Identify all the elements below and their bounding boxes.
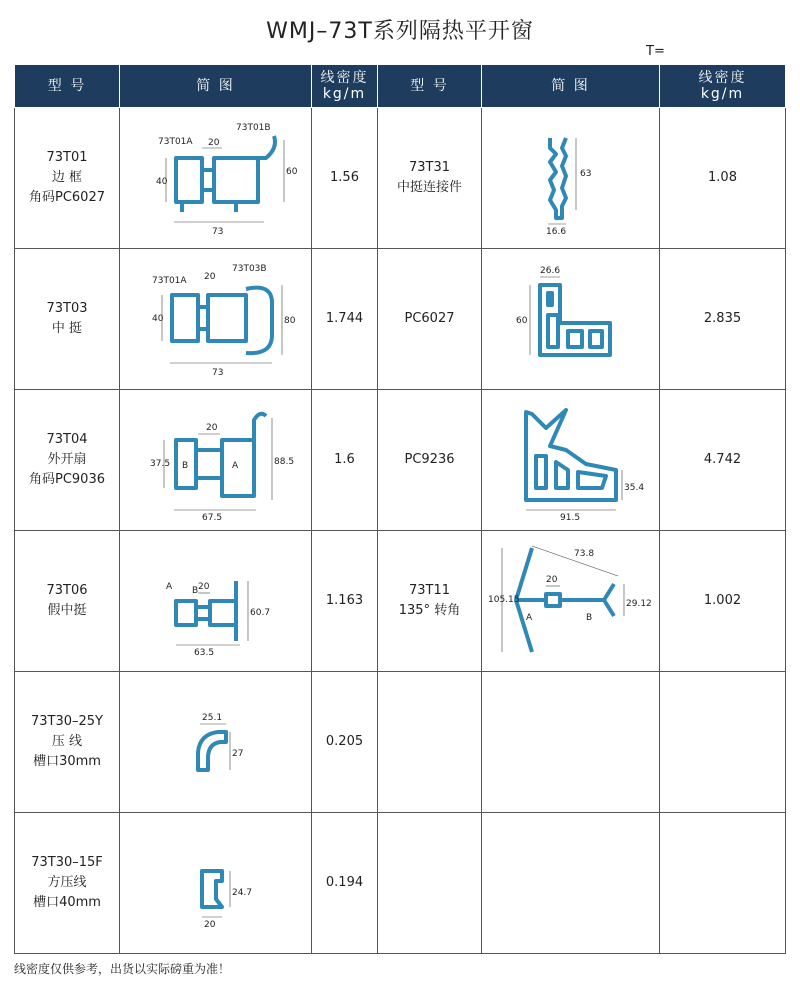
svg-text:60: 60 bbox=[285, 167, 297, 177]
svg-text:40: 40 bbox=[155, 177, 167, 187]
svg-text:B: B bbox=[585, 613, 592, 623]
header-diagram: 简 图 bbox=[120, 65, 312, 108]
empty-cell bbox=[482, 813, 660, 954]
model-cell: 73T06 假中挺 bbox=[15, 531, 120, 672]
model-cell: PC9236 bbox=[378, 390, 482, 531]
svg-text:20: 20 bbox=[545, 575, 557, 585]
diagram-cell bbox=[120, 249, 312, 390]
svg-text:20: 20 bbox=[203, 920, 215, 930]
table-row bbox=[15, 108, 786, 249]
table-header-row bbox=[15, 65, 786, 108]
svg-text:91.5: 91.5 bbox=[559, 513, 580, 520]
svg-text:37.5: 37.5 bbox=[149, 459, 170, 469]
profile-drawing bbox=[126, 823, 306, 943]
diagram-cell bbox=[120, 531, 312, 672]
svg-text:A: A bbox=[231, 461, 238, 471]
svg-text:20: 20 bbox=[197, 582, 209, 592]
svg-text:29.12: 29.12 bbox=[625, 599, 652, 609]
svg-text:A: A bbox=[165, 582, 172, 592]
svg-text:60.7: 60.7 bbox=[249, 608, 270, 618]
diagram-cell bbox=[120, 390, 312, 531]
table-row bbox=[15, 390, 786, 531]
svg-text:73: 73 bbox=[211, 368, 223, 378]
profile-drawing bbox=[126, 118, 306, 238]
svg-text:B: B bbox=[191, 586, 198, 596]
svg-text:40: 40 bbox=[151, 314, 163, 324]
empty-cell bbox=[660, 813, 786, 954]
svg-text:26.6: 26.6 bbox=[539, 266, 560, 276]
svg-text:105.15: 105.15 bbox=[487, 595, 519, 605]
profile-drawing bbox=[486, 536, 656, 666]
model-cell: 73T04 外开扇 角码PC9036 bbox=[15, 390, 120, 531]
density-value: 0.194 bbox=[312, 813, 378, 954]
model-cell: PC6027 bbox=[378, 249, 482, 390]
svg-text:80: 80 bbox=[283, 316, 295, 326]
svg-text:63: 63 bbox=[579, 169, 591, 179]
profile-drawing bbox=[486, 259, 656, 379]
svg-text:27: 27 bbox=[231, 749, 243, 759]
header-model: 型 号 bbox=[378, 65, 482, 108]
profile-drawing bbox=[486, 118, 656, 238]
model-cell: 73T03 中 挺 bbox=[15, 249, 120, 390]
profile-drawing bbox=[126, 541, 306, 661]
svg-text:60: 60 bbox=[515, 316, 527, 326]
density-value: 1.56 bbox=[312, 108, 378, 249]
model-cell: 73T30–25Y 压 线 槽口30mm bbox=[15, 672, 120, 813]
svg-text:73T01B: 73T01B bbox=[235, 123, 271, 133]
density-value: 1.163 bbox=[312, 531, 378, 672]
svg-text:20: 20 bbox=[203, 272, 215, 282]
table-row bbox=[15, 531, 786, 672]
table-row bbox=[15, 813, 786, 954]
svg-text:67.5: 67.5 bbox=[201, 513, 222, 520]
profile-drawing bbox=[126, 682, 306, 802]
svg-text:35.4: 35.4 bbox=[623, 483, 644, 493]
model-cell: 73T31 中挺连接件 bbox=[378, 108, 482, 249]
density-value: 0.205 bbox=[312, 672, 378, 813]
diagram-cell bbox=[482, 390, 660, 531]
svg-text:73T03B: 73T03B bbox=[231, 264, 267, 274]
diagram-cell bbox=[120, 813, 312, 954]
svg-text:B: B bbox=[181, 461, 188, 471]
header-density: 线密度 kg/m bbox=[660, 65, 786, 108]
profile-drawing bbox=[486, 400, 656, 520]
model-cell: 73T11 135° 转角 bbox=[378, 531, 482, 672]
profile-drawing bbox=[126, 259, 306, 379]
empty-cell bbox=[482, 672, 660, 813]
diagram-cell bbox=[120, 108, 312, 249]
svg-text:73.8: 73.8 bbox=[573, 549, 594, 559]
page-title: WMJ–73T系列隔热平开窗 bbox=[266, 19, 534, 44]
empty-cell bbox=[378, 672, 482, 813]
density-value: 4.742 bbox=[660, 390, 786, 531]
density-value: 1.08 bbox=[660, 108, 786, 249]
diagram-cell bbox=[482, 108, 660, 249]
spec-table bbox=[14, 64, 786, 954]
density-value: 1.6 bbox=[312, 390, 378, 531]
density-value: 1.744 bbox=[312, 249, 378, 390]
diagram-cell bbox=[482, 249, 660, 390]
svg-text:20: 20 bbox=[207, 138, 219, 148]
svg-text:73T01A: 73T01A bbox=[157, 137, 193, 147]
svg-text:73: 73 bbox=[211, 227, 223, 237]
header-model: 型 号 bbox=[15, 65, 120, 108]
header-diagram: 简 图 bbox=[482, 65, 660, 108]
profile-drawing bbox=[126, 400, 306, 520]
empty-cell bbox=[378, 813, 482, 954]
diagram-cell bbox=[482, 531, 660, 672]
footnote: 线密度仅供参考，出货以实际磅重为准！ bbox=[14, 962, 231, 976]
svg-text:16.6: 16.6 bbox=[545, 227, 566, 237]
empty-cell bbox=[660, 672, 786, 813]
model-cell: 73T01 边 框 角码PC6027 bbox=[15, 108, 120, 249]
diagram-cell bbox=[120, 672, 312, 813]
model-cell: 73T30–15F 方压线 槽口40mm bbox=[15, 813, 120, 954]
t-label: T= bbox=[646, 44, 665, 59]
svg-text:63.5: 63.5 bbox=[193, 648, 214, 658]
svg-text:73T01A: 73T01A bbox=[151, 276, 187, 286]
table-row bbox=[15, 249, 786, 390]
header-density: 线密度 kg/m bbox=[312, 65, 378, 108]
svg-text:25.1: 25.1 bbox=[201, 713, 222, 723]
svg-text:20: 20 bbox=[205, 423, 217, 433]
density-value: 1.002 bbox=[660, 531, 786, 672]
svg-text:24.7: 24.7 bbox=[231, 888, 252, 898]
svg-text:A: A bbox=[525, 613, 532, 623]
svg-text:88.5: 88.5 bbox=[273, 457, 294, 467]
density-value: 2.835 bbox=[660, 249, 786, 390]
table-row bbox=[15, 672, 786, 813]
